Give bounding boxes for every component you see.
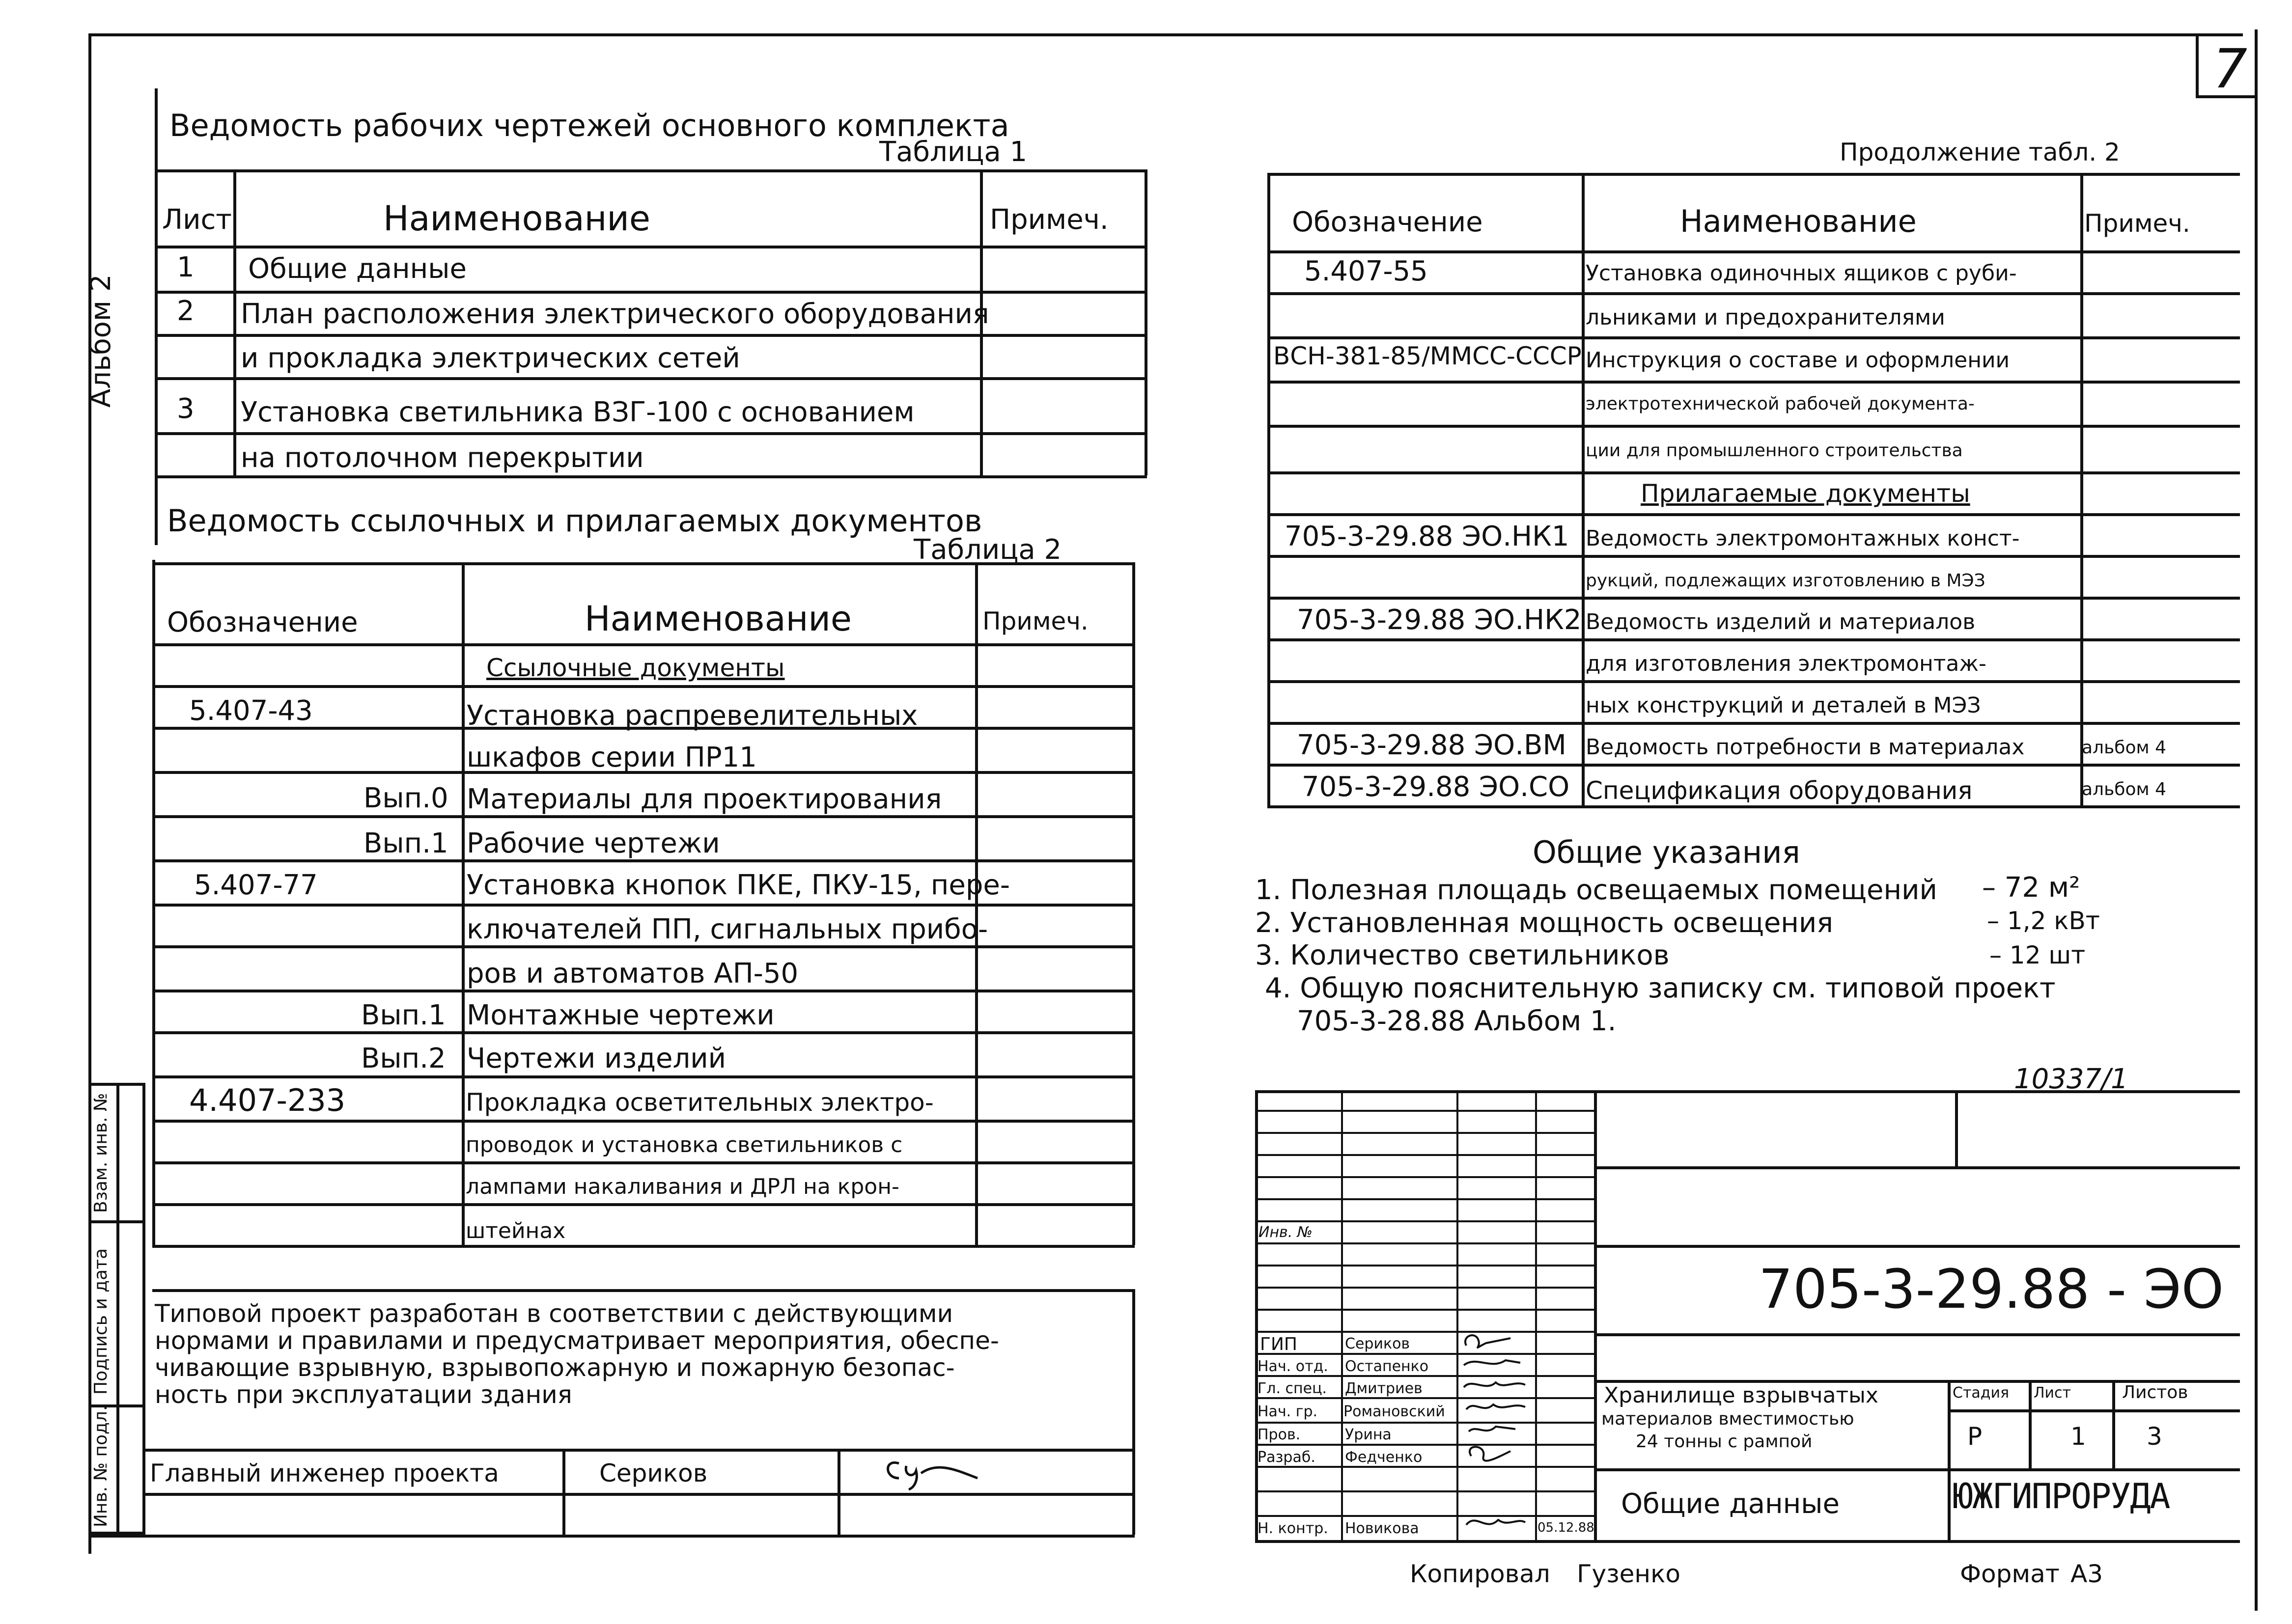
table2-row-code: 4.407-233 xyxy=(189,1082,346,1118)
note-line-4: ность при эксплуатации здания xyxy=(155,1380,572,1409)
general-item-2: 2. Установленная мощность освещения xyxy=(1255,907,1833,939)
copied-label: Копировал xyxy=(1410,1560,1550,1588)
note-line-2: нормами и правилами и предусматривает мероприятия, обеспе- xyxy=(155,1326,999,1355)
name-chief-spec: Дмитриев xyxy=(1345,1380,1423,1397)
table2-cont-row-name: Установка одиночных ящиков с руби- xyxy=(1586,261,2017,286)
stage-label: Стадия xyxy=(1953,1384,2010,1402)
table2-cont-row-name: ции для промышленного строительства xyxy=(1586,440,1963,461)
table1-row1-sheet: 1 xyxy=(177,251,195,283)
table2-cont-row-name: рукций, подлежащих изготовлению в МЭЗ xyxy=(1586,571,1985,591)
name-checked: Урина xyxy=(1345,1426,1392,1443)
table2-row-name: штейнах xyxy=(466,1218,566,1243)
note-line-3: чивающие взрывную, взрывопожарную и пожарную безопас- xyxy=(155,1353,955,1382)
role-head-dept: Нач. отд. xyxy=(1258,1358,1328,1375)
signatures xyxy=(1456,1326,1535,1537)
table2-cont-row-name: Ведомость изделий и материалов xyxy=(1586,609,1976,634)
table2-row-code: 5.407-77 xyxy=(194,869,318,901)
table2-row-code: Вып.2 xyxy=(361,1043,446,1074)
table2-caption: Таблица 2 xyxy=(914,534,1062,566)
name-head-group: Романовский xyxy=(1343,1403,1445,1420)
sheet-number: 7 xyxy=(2213,37,2247,100)
table1-row1-name: Общие данные xyxy=(248,253,467,285)
organization-logo-text: ЮЖГИПРОРУДА xyxy=(1953,1476,2170,1516)
table1-title: Ведомость рабочих чертежей основного комплекта xyxy=(169,108,1009,143)
table2-cont-row-code: 705-3-29.88 ЭО.ВМ xyxy=(1297,729,1566,761)
table1-row3-line2: на потолочном перекрытии xyxy=(241,442,644,474)
general-item-3: 3. Количество светильников xyxy=(1255,939,1670,971)
sheets-label: Листов xyxy=(2122,1382,2188,1403)
table2-header-note: Примеч. xyxy=(982,607,1089,635)
general-item-1: 1. Полезная площадь освещаемых помещений xyxy=(1255,874,1937,906)
table2-cont-row-name: льниками и предохранителями xyxy=(1586,305,1945,330)
general-item-2-value: – 1,2 кВт xyxy=(1987,907,2100,935)
general-item-4-cont: 705-3-28.88 Альбом 1. xyxy=(1297,1005,1617,1037)
table2-header-code: Обозначение xyxy=(167,606,358,638)
sheets-value: 3 xyxy=(2147,1422,2162,1451)
album-label: Альбом 2 xyxy=(85,274,117,408)
table2-cont-row-note: альбом 4 xyxy=(2082,738,2167,758)
general-item-3-value: – 12 шт xyxy=(1989,941,2086,969)
table2-cont-row-name: Ведомость электромонтажных конст- xyxy=(1586,526,2020,551)
table2-row-name: Рабочие чертежи xyxy=(467,827,720,859)
table2-cont-header-code: Обозначение xyxy=(1292,206,1483,238)
table2-header-name: Наименование xyxy=(585,599,852,639)
object-line-3: 24 тонны с рампой xyxy=(1636,1431,1813,1452)
general-item-4: 4. Общую пояснительную записку см. типовой проект xyxy=(1265,972,2056,1004)
table1-header-rule xyxy=(155,246,1147,248)
table2-cont-header-name: Наименование xyxy=(1680,203,1917,239)
general-item-1-value: – 72 м² xyxy=(1982,872,2080,904)
table1-header-name: Наименование xyxy=(383,198,650,239)
object-line-2: материалов вместимостью xyxy=(1601,1409,1854,1429)
table2-row-code: 5.407-43 xyxy=(189,695,313,727)
stamp-label-inv-orig: Инв. № подл. xyxy=(91,1405,111,1527)
table2-row-name: Установка кнопок ПКЕ, ПКУ-15, пере- xyxy=(467,869,1010,901)
table2-cont-header-rule xyxy=(1267,250,2240,253)
stamp-label-sign-date: Подпись и дата xyxy=(91,1248,111,1395)
table2-title: Ведомость ссылочных и прилагаемых документов xyxy=(167,503,982,539)
sheet-title: Общие данные xyxy=(1621,1488,1840,1520)
role-checked: Пров. xyxy=(1258,1426,1301,1443)
table2-row-name: Чертежи изделий xyxy=(467,1043,727,1074)
chief-engineer-signature xyxy=(879,1451,992,1490)
role-chief-spec: Гл. спец. xyxy=(1258,1380,1327,1397)
table1-row2-line2: и прокладка электрических сетей xyxy=(241,342,740,374)
general-title: Общие указания xyxy=(1533,834,1800,870)
table2-cont-row-code: ВСН-381-85/ММСС-СССР xyxy=(1273,342,1582,370)
note-line-1: Типовой проект разработан в соответствии с действующими xyxy=(155,1299,953,1328)
table2-row-name: шкафов серии ПР11 xyxy=(467,742,757,773)
table2-cont-caption: Продолжение табл. 2 xyxy=(1840,138,2120,166)
table1-row2-sheet: 2 xyxy=(177,295,195,327)
table2-cont-row-name: Спецификация оборудования xyxy=(1586,776,1973,805)
table2-row-name: Монтажные чертежи xyxy=(467,999,775,1031)
table2-row-name: лампами накаливания и ДРЛ на крон- xyxy=(466,1174,899,1199)
role-gip: ГИП xyxy=(1260,1334,1297,1354)
table1-row3-line1: Установка светильника ВЗГ-100 с основанием xyxy=(241,396,915,428)
table2-row-name: ключателей ПП, сигнальных прибо- xyxy=(467,913,988,945)
role-head-group: Нач. гр. xyxy=(1258,1403,1318,1420)
table2-section-title: Ссылочные документы xyxy=(486,654,785,682)
role-norm-control: Н. контр. xyxy=(1258,1520,1328,1537)
table2-row-code: Вып.0 xyxy=(363,782,448,814)
table2-row-name: Установка распревелительных xyxy=(467,700,918,732)
table2-cont-row-name: ных конструкций и деталей в МЭЗ xyxy=(1586,693,1981,718)
role-developer: Разраб. xyxy=(1258,1449,1315,1466)
format-value: А3 xyxy=(2070,1560,2103,1588)
table2-row-code: Вып.1 xyxy=(363,827,448,859)
table2-cont-section-title: Прилагаемые документы xyxy=(1641,479,1970,508)
table1-row2-line1: План расположения электрического оборудования xyxy=(241,298,989,330)
table1-caption: Таблица 1 xyxy=(879,136,1028,168)
sheet-frame-right xyxy=(2255,29,2258,1611)
table2-header-rule xyxy=(152,643,1135,646)
table2-cont-row-name: электротехнической рабочей документа- xyxy=(1586,394,1975,414)
format-label: Формат xyxy=(1960,1560,2060,1588)
table2-cont-row-code: 705-3-29.88 ЭО.НК2 xyxy=(1297,604,1582,636)
title-inv-label: Инв. № xyxy=(1258,1224,1313,1241)
table2-row-name: Прокладка осветительных электро- xyxy=(466,1088,934,1117)
table1-header-sheet: Лист xyxy=(162,204,232,236)
name-head-dept: Остапенко xyxy=(1345,1358,1429,1375)
chief-engineer-label: Главный инженер проекта xyxy=(150,1459,499,1487)
table2-row-name: ров и автоматов АП-50 xyxy=(467,958,799,990)
stage-value: Р xyxy=(1967,1422,1983,1451)
table2-cont-row-code: 5.407-55 xyxy=(1304,255,1428,287)
table2-cont-row-code: 705-3-29.88 ЭО.СО xyxy=(1302,771,1570,803)
name-developer: Федченко xyxy=(1345,1449,1423,1466)
copied-name: Гузенко xyxy=(1577,1560,1680,1588)
table2-cont-row-name: Инструкция о составе и оформлении xyxy=(1586,348,2010,373)
table2-cont-row-name: Ведомость потребности в материалах xyxy=(1586,735,2025,760)
table2-cont-header-note: Примеч. xyxy=(2084,209,2190,238)
table2-cont-top-rule xyxy=(1267,173,2240,176)
table2-row-name: проводок и установка светильников с xyxy=(466,1132,903,1157)
table1-top-rule xyxy=(155,169,1147,172)
doc-ref-number: 10337/1 xyxy=(2014,1063,2128,1095)
table1-row3-sheet: 3 xyxy=(177,393,195,425)
name-norm-control: Новикова xyxy=(1345,1520,1419,1537)
table1-header-note: Примеч. xyxy=(990,204,1109,236)
table2-row-name: Материалы для проектирования xyxy=(467,783,942,815)
sheet-value: 1 xyxy=(2070,1422,2086,1451)
table2-top-rule xyxy=(152,562,1135,565)
sign-date: 05.12.88 xyxy=(1537,1520,1594,1535)
table2-cont-row-note: альбом 4 xyxy=(2082,779,2167,799)
stamp-label-replace-inv: Взам. инв. № xyxy=(91,1093,111,1213)
title-code: 705-3-29.88 - ЭО xyxy=(1759,1258,2224,1321)
table2-cont-row-name: для изготовления электромонтаж- xyxy=(1586,651,1986,676)
object-line-1: Хранилище взрывчатых xyxy=(1604,1383,1878,1408)
sheet-label: Лист xyxy=(2034,1384,2071,1402)
name-gip: Сериков xyxy=(1345,1335,1410,1352)
table2-cont-row-code: 705-3-29.88 ЭО.НК1 xyxy=(1285,521,1569,552)
chief-engineer-name: Сериков xyxy=(599,1459,708,1487)
table2-row-code: Вып.1 xyxy=(361,999,446,1031)
